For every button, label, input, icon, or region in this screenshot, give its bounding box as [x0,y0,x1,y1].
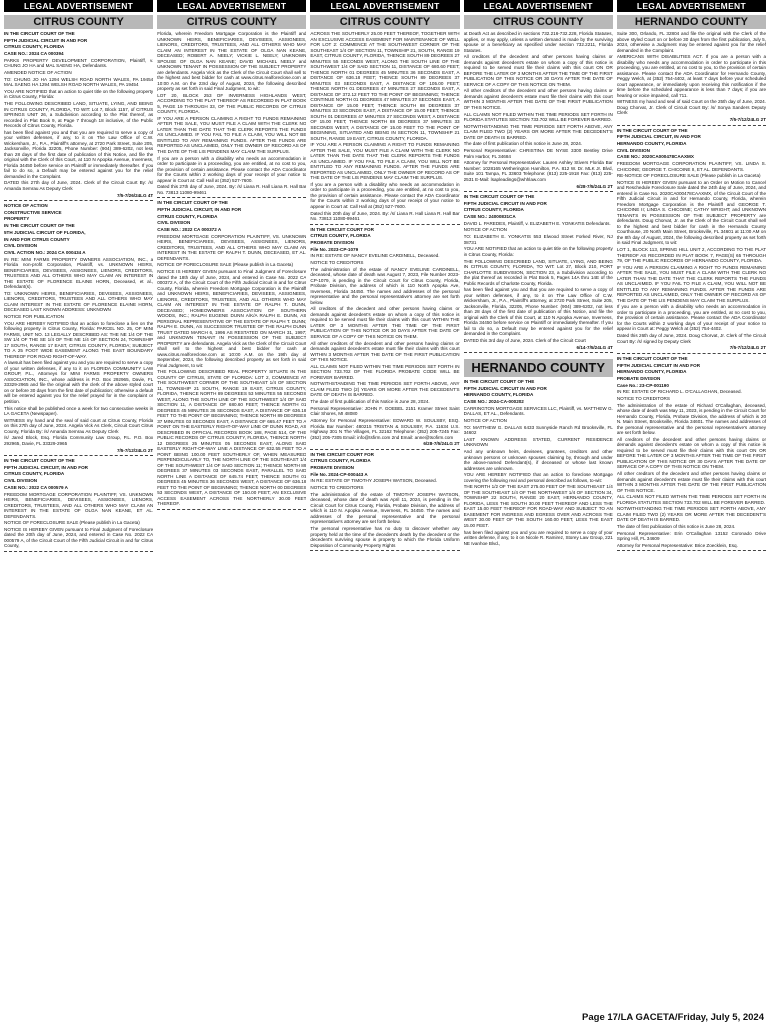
notice-paragraph: IF YOU ARE A PERSON CLAIMING A RIGHT TO FUNDS REMAINING AFTER THE SALE, YOU MUST FILE A CLAIM WITH THE CLERK NO LATER THAN THE DATE THAT THE CLERK REPORTS THE FUNDS AS UNCLAIMED. IF YOU FAIL TO FILE A CLAIM, YOU WILL NOT BE ENTITLED TO ANY REMAINING FUNDS. AFTER THE FUNDS ARE REPORTED AS UNCLAIMED, ONLY THE OWNER OF RECORD AS OF THE DATE OF THE LIS PENDENS MAY CLAIM THE SURPLUS. [310,142,460,181]
notice-paragraph: LAST KNOWN ADDRESS STATED, CURRENT RESIDENCE UNKNOWN [463,436,613,448]
notice-paragraph: If you are a person with a disability who needs an accommodation in order to participate in a proceeding, you are entitled, at no cost to you, the provision of certain assistance. Please contact the ADA Coordinator for the Courts within 2 working days of your receipt of your notice to appear in Court at: Peggy Welch at (352) 754-4402. [616,304,767,332]
notice-paragraph: DATED this 3rd day of June, 2024. Clerk of the Circuit Court [463,337,586,343]
notice-paragraph: All creditors of the decedent and other persons having claims or demands against decedent's estate on whom a copy of this notice is required to be served must file their claims with this court WITHIN THE LATER OF 3 MONTHS AFTER THE TIME OF THE FIRST PUBLICATION OF THIS NOTICE OR 30 DAYS AFTER THE DATE OF SERVICE OF A COPY OF THIS NOTICE ON THEM. [310,306,460,339]
legal-notice [310,31,459,222]
page-footer: Page 17/LA GACETA/Friday, July 5, 2024 [582,1012,764,1023]
notice-paragraph: AMENDED NOTICE OF ACTION [4,69,72,75]
notice-paragraph: NOTICE IS HEREBY GIVEN pursuant to Final Judgment of Foreclosure dated the 18th day of June, 2024, and entered in Case No. 2022 CA 000372 A, of the Circuit Court of the Fifth Judicial Circuit in and for Citrus County, Florida, wherein Freedom Mortgage Corporation is the Plaintiff and UNKNOWN HEIRS, BENEFICIARIES, DEVISEES, ASSIGNEES, LIENORS, CREDITORS, TRUSTEES, AND ALL OTHERS WHO MAY CLAIM AN INTEREST IN THE ESTATE OF RALPH T. DUNN, DECEASED; HOMEOWNERS ASSOCIATION OF SOUTHERN WOODS, INC.; RALPH EUGENE DUNN A/K/A RALPH E. DUNN, AS PERSONAL REPRESENTATIVE OF THE ESTATE OF RALPH T. DUNN; RALPH E. DUNN, AS SUCCESSOR TRUSTEE OF THE RALPH DUNN TRUST DATED MARCH 6, 1996 AS RESTATED ON MARCH 31, 1997; and UNKNOWN TENANT IN POSSESSION OF THE SUBJECT PROPERTY are defendants. Angela Vick as the Clerk of the Circuit Court shall sell to the highest and best bidder for cash at www.citrus.realforeclose.com at 10:00 A.M. on the 19th day of September, 2024, the following described property as set forth in said Final Judgment, to wit: [157,269,307,368]
notice-heading-line: File No. 2024-CP-000443 A [310,471,368,477]
notice-heading-line: FIFTH JUDICIAL CIRCUIT, IN AND FOR [157,206,242,212]
notice-paragraph: DATED this 27th day of June, 2024. Clerk of the Circuit Court By: /s/ Amanda Semrau As Deputy Clerk [4,180,154,191]
notice-paragraph: CARRINGTON MORTGAGE SERVICES LLC, Plaintiff, vs. MATTHEW G. DALLAS, ET AL., Defendants. [463,405,613,417]
notice-separator [157,509,306,510]
notice-heading-line: CITRUS COUNTY, FLORIDA [310,458,371,464]
legal-notice [4,31,153,198]
notice-paragraph: A lawsuit has been filed against you and you are required to serve a copy of your written defenses, if any to it on FLORIDA COMMUNITY LAW GROUP, P.L., Attorneys for MINI FARMS PROPERTY OWNERS ASSOCIATION, INC., whose address is P.O. Box 292965, Davie, FL 33329-2965 and file the original with the clerk of the above styled court on or before 30 days from the first date of publication; otherwise a default will be entered against you for the relief prayed for in the complaint or petition. [4,360,154,404]
notice-paragraph: NOTICE OF ACTION [463,418,507,423]
notice-separator [4,551,153,552]
notice-paragraph: THE NORTH 1/2 OF THE EAST 275.00 FEET OF THE SOUTHEAST 1/4 OF THE SOUTHEAST 1/4 OF THE NORTHWEST 1/4 OF SECTION 34, TOWNSHIP 22 SOUTH, RANGE 20 EAST, HERNANDO COUNTY, FLORIDA, LESS THE SOUTH 30.00 FEET THEREOF AND LESS THE EAST 15.00 FEET THEREOF FOR ROAD-WAY AND SUBJECT TO AN EASEMENT FOR INGRESS AND EGRESS OVER AND ACROSS THE WEST 30.00 FEET OF THE SOUTH 160.00 FEET, LESS THE EAST 15.00 FEET. [463,484,613,528]
notice-paragraph: ACROSS THE SOUTHERLY 25.00 FEET THEREOF, TOGETHER WITH AN EXCLUSIVE ACCESS EASEMENT FOR MAINTENANCE OF WELL FOR LOT 2: COMMENCE AT THE SOUTHWEST CORNER OF THE SOUTHEAST 1/4 OF SECTION 11, TOWNSHIP 21, SOUTH, RANGE 19 EAST, CITRUS COUNTY, FLORIDA, THENCE SOUTH 89 DEGREES 27 MINUTES 55 SECONDS WEST, ALONG THE SOUTH LINE OF THE SOUTHWEST 1/4 OF SAID SECTION 11, DISTANCE OF 680.60 FEET; THENCE NORTH 01 DEGREES 45 MINUTES 36 SECONDS EAST, A DISTANCE OF 636.18 FEET; THENCE SOUTH 89 DEGREES 37 MINUTES 03 SECONDS EAST, A DISTANCE OF 105.00 FEET; THENCE NORTH 01 DEGREES 47 MINUTES 27 SECONDS EAST, A DISTANCE OF 372.12 FEET TO THE POINT OF BEGINNING; THENCE CONTINUE NORTH 01 DEGREES 47 MINUTES 27 SECONDS EAST, A DISTANCE OF 15.00 FEET; THENCE SOUTH 88 DEGREES 37 MINUTES 33 SECONDS EAST, A DISTANCE OF 15.00 FEET; THENCE SOUTH 01 DEGREES 47 MINUTES 27 SECONDS WEST, A DISTANCE OF 15.00 FEET; THENCE NORTH 88 DEGREES 37 MINUTES 33 SECONDS WEST, A DISTANCE OF 15.00 FEET TO THE POINT OF BEGINNING, SITUATED AND BEING IN SECTION 11, TOWNSHIP 21 SOUTH, RANGE 19 EAST, CITRUS COUNTY, FLORIDA. [310,31,460,141]
notice-heading-line: CITRUS COUNTY, FLORIDA [4,471,65,477]
column-5 [617,13,766,1010]
column-4 [464,13,613,1010]
notice-heading-line: IN THE CIRCUIT COURT OF THE [463,379,535,385]
notice-paragraph: TO: MATTHEW G. DALLAS 6433 Sunnyside Ranch Rd Brooksville, FL 34602 [463,424,613,436]
notice-paragraph: YOU ARE HEREBY NOTIFIED that an action to foreclose a lien on the following property in Citrus County, Florida: PARCEL NO. 25, OF MINI FARMS, UNIT NO. 13 LEGALLY DESCRIBED AS: THE NE 1/4 OF THE SW 1/4 OF THE SE 1/4 OF THE NE 1/4 OF SECTION 24, TOWNSHIP 17 SOUTH, RANGE 17 EAST, CITRUS COUNTY, FLORIDA; SUBJECT TO A 25 FOOT WIDE EASEMENT ALONG THE EAST BOUNDARY THEREOF FOR ROAD RIGHT-OF-WAY. [4,320,154,359]
notice-paragraph: Suite 300, Orlando, FL 32804 and file the original with the Clerk of the above styled Court on or before 30 days from the first publication, July 5, 2024, otherwise a Judgment may be entered against you for the relief demanded in the Complaint. [616,31,767,53]
notice-pubdates: 6/28-7/5/24LG 2T [576,183,613,189]
notice-heading-line: IN THE CIRCUIT COURT OF THE [616,127,688,133]
notice-paragraph: NOTICE FOR PUBLICATION [4,313,64,319]
notice-pubdates: 7/5-7/12/24LG 2T [729,117,767,123]
notice-paragraph: NOTICE TO CREDITORS [616,395,670,401]
notice-separator [310,224,459,225]
notice-heading-line: IN THE CIRCUIT COURT FOR [310,451,374,457]
notice-paragraph: FREEDOM MORTGAGE CORPORATION PLAINTIFF, VS. UNKNOWN HEIRS, BENEFICIARIES, DEVISEES, ASSIGNEES, LIENORS, CREDITORS, TRUSTEES, AND ALL OTHERS WHO MAY CLAIM AN INTEREST IN THE ESTATE OF RALPH T. DUNN, DECEASED, ET AL. DEFENDANTS. [157,233,307,261]
legal-notice [464,31,613,189]
notice-paragraph: NOTWITHSTANDING THE TIME PERIODS SET FORTH ABOVE, ANY CLAIM FILED TWO (2) YEARS OR MORE AFTER THE DECEDENT'S DATE OF DEATH IS BARRED. [616,506,767,523]
notice-paragraph: YOU ARE NOTIFIED that an action to quiet title on the following property in Citrus County, Florida: [4,88,154,100]
notice-heading-line: IN THE CIRCUIT COURT OF THE [4,31,75,36]
notice-paragraph: TO: ELIZABETH E. YONKATIS 553 Elwood Street Forked River, NJ 08731 [463,234,613,245]
notice-heading-line: HERNANDO COUNTY, FLORIDA [616,140,687,146]
notice-separator [617,550,766,551]
county-banner: HERNANDO COUNTY [617,15,766,29]
legal-notice [4,458,153,549]
legal-notice [157,31,306,195]
notice-paragraph: ALL CLAIMS NOT FILED WITHIN THE TIME PERIODS SET FORTH IN FLORIDA STATUTES SECTION 733.702 WILL BE FOREVER BARRED. [616,494,767,505]
notice-heading-line: CASE NO.: 24000831CA [463,214,516,220]
notice-paragraph: has been filed against you and that you are required to serve a copy of your written defenses, if any, to it on The Law Office of C.W. Wickersham, Jr., P.A., Plaintiff's attorney, at 2720 Park Street, Suite 205, Jacksonville, Florida 32205, Phone Number: (904) 389-6202, not less than 28 days of the first date of publication of this Notice, and file the original with the Clerk of this Court, at 110 N Apopka Avenue, Inverness, Florida 34450 before service on Plaintiff or immediately thereafter. If you fail to do so, a Default may be entered against you for the relief demanded in the Complaint. [4,129,154,179]
notice-heading-line: IN THE CIRCUIT COURT OF THE [4,458,75,464]
notice-paragraph: THE FOLLOWING DESCRIBED LAND, SITUATE, LYING, AND BEING IN CITRUS COUNTY, FLORIDA, TO WIT: Lot 27, Block 210, PORT CHARLOTTE SUBDIVISION, SECTION 23, a Subdivision according to the plat thereof as recorded in Plat Book 5, Pages 14A thru 14E of the Public Records of Charlotte County, Florida. [463,258,613,286]
notice-paragraph: NOTWITHSTANDING THE TIME PERIODS SET FORTH ABOVE, ANY CLAIM FILED TWO (2) YEARS OR MORE AFTER THE DECEDENT'S DATE OF DEATH IS BARRED. [310,381,460,398]
notice-heading-line: 5TH JUDICIAL CIRCUIT OF FLORIDA, [4,229,86,235]
notice-paragraph: The administration of the estate of Richard O'Callaghan, deceased, whose date of death was May 11, 2023, is pending in the Circuit Court for Hernando County, Florida, Probate Division, the address of which is 20 N. Main Street, Brooksville, Florida 34601. The names and addresses of the personal representative and the personal representative's attorney are set forth below. [616,402,767,436]
notice-heading-line: PROBATE DIVISION [310,239,354,245]
notice-heading-line: HERNANDO COUNTY, FLORIDA [616,369,687,375]
notice-pubdates: 7/5-7/12/24LG 2T [116,447,154,453]
notice-paragraph: IN RE: MINI FARMS PROPERTY OWNERS ASSOCIATION, INC., a Florida non-profit Corporation, Plaintiff, vs. UNKNOWN HEIRS, BENEFICIARIES, DEVISEES, ASSIGNEES, LIENORS, CREDITORS, TRUSTEES AND ALL OTHERS WHO MAY CLAIM AN INTEREST IN THE ESTATE OF FLORENCE ELAINE HORN, Deceased, et al., Defendant(s). [4,256,154,290]
legal-notice [464,194,613,350]
legal-notice [310,227,459,447]
county-banner: CITRUS COUNTY [4,15,153,29]
notice-heading-line: FIFTH JUDICIAL CIRCUIT IN AND FOR [4,37,88,43]
notice-heading-line: CASE NO.: 2022 CA 000579 A [4,484,69,490]
notice-paragraph: DAVID L. PAREDES, Plaintiff, v. ELIZABETH E. YONKATIS Defendants. [463,220,611,226]
notice-paragraph: Attorney for Personal Representative: EDWARD W. SOULSBY, ESQ. Florida Bar Number: 480215 TRISTAN & SOULSBY, P.A. 11634 U.S. Highway 301 N The Villages, FL 32162 Telephone: (352) 205-7245 Fax: (352) 205-7305 Email: info@tsfirm.com 2nd Email: anne@tsofirm.com [310,418,460,440]
notice-heading-line: CITRUS COUNTY, FLORIDA [157,213,218,219]
legal-ad-label-3: LEGAL ADVERTISEMENT [310,0,459,12]
notice-paragraph: NOTICE TO CREDITORS [310,260,364,265]
notice-paragraph: NOTICE IS HEREBY GIVEN pursuant to an Order on Motion to Cancel and Reschedule Foreclosure Sale dated the 24th day of June, 2024, and entered in Case No. 2020CA000478CAAXMX, of the Circuit Court of the Fifth Judicial Circuit in and for Hernando County, Florida, wherein Freedom Mortgage Corporation is the Plaintiff and GEORGE T. CHICOINE II; LINDA S. CHICOINE; CATHY WRIGHT; and UNKNOWN TENANTS IN POSSESSION OF THE SUBJECT PROPERTY are defendants. Doug Chorvat, Jr. as the Clerk of the Circuit Court shall sell to the highest and best bidder for cash in the Hernando County Courthouse, 20 North Main Street, Brooksville, FL 34601 at 11:00 AM on the 8th day of August, 2024, the following described property as set forth in said Final Judgment, to wit: [616,179,767,246]
notice-pubdates: 7/5-7/26/24LG 4T [116,192,154,198]
notice-paragraph: ALL CLAIMS NOT FILED WITHIN THE TIME PERIODS SET FORTH IN SECTION 733.702 OF THE FLORIDA PROBATE CODE WILL BE FOREVER BARRED. [310,363,460,380]
notice-paragraph: Florida, wherein Freedom Mortgage Corporation is the Plaintiff and UNKNOWN HEIRS, BENEFICIARIES, DEVISEES, ASSIGNEES, LIENORS, CREDITORS, TRUSTEES, AND ALL OTHERS WHO MAY CLAIM AN INTEREST IN THE ESTATE OF OLGA NAN KEANE, DECEASED; ROBERT A. NEELY; VICKIE L. NEELY; UNKNOWN SPOUSE OF OLGA NAN KEANE; DAVID MICHAEL NEELY and UNKNOWN TENANT IN POSSESSION OF THE SUBJECT PROPERTY are defendants. Angela Vick as the Clerk of the Circuit Court shall sell to the highest and best bidder for cash at www.citrus.realforeclose.com at 10:00 A.M. on the 23rd day of August, 2024, the following described property as set forth in said Final Judgment, to wit: [157,31,307,91]
notice-separator [617,353,766,354]
legal-notice [4,203,153,453]
notice-paragraph: ALL CLAIMS NOT FILED WITHIN THE TIME PERIODS SET FORTH IN FLORIDA STATUTES SECTION 733.702 WILL BE FOREVER BARRED. [463,111,613,123]
notice-paragraph: WITNESS my hand and the seal of said court at Citrus County, Florida on this 27th day of June, 2024. Angela Vick As Clerk, Circuit Court Citrus County, Florida By: /s/ Amanda Semrau As Deputy Clerk [4,417,154,434]
notice-paragraph: /s/ Jared Block, Esq. Florida Community Law Group, P.L. P.O. Box 292965, Davie, FL 33329-2965 [4,435,154,446]
notice-paragraph: NOTICE IS HEREBY GIVEN pursuant to Final Judgment of Foreclosure dated the 20th day of June, 2024, and entered in Case No. 2022 CA 000579 A, of the Circuit Court of the Fifth Judicial Circuit in and for Citrus County, [4,526,154,549]
notice-heading-line: IN AND FOR CITRUS COUNTY [4,236,70,242]
notice-paragraph: IN RE: ESTATE OF TIMOTHY JOSEPH WATSON, Deceased. [310,478,437,484]
notice-paragraph: LOT 1, BLOCK 113, SPRING HILL UNIT 2, ACCORDING TO THE PLAT THEREOF AS RECORDED IN PLAT BOOK 7, PAGE(S) 65 THROUGH 79, OF THE PUBLIC RECORDS OF HERNANDO COUNTY, FLORIDA. [616,247,767,264]
notice-paragraph: Dated this 20th day of June, 2024. By: /s/ Liana R. Hall Liana R. Hall Bar No. 73813 11080-99461 [310,210,460,222]
notice-heading-line: CASE NO.: 2024-CA-000202 [463,399,524,405]
legal-ad-label-1: LEGAL ADVERTISEMENT [4,0,153,12]
county-banner: CITRUS COUNTY [464,15,613,29]
col4-notices [464,15,613,353]
notice-paragraph: Attorney for Personal Representative: Brice Zoecklein, Esq. [616,542,738,548]
county-banner: CITRUS COUNTY [310,15,459,29]
columns [4,13,766,1010]
notice-paragraph: Personal Representative: CHRISTINA DE NYSE 3300 Bentley Drive Palm Harbor, FL 34684 [463,148,613,159]
hernando-notice-of-action [464,379,613,546]
notice-paragraph: Attorney for Personal Representative: Lauren Ashley Stivers Florida Bar Number: 1028165 Wetherington Hamilton, P.A. 812 W. Dr. MLK Jr. Blvd, Suite 101 Tampa, FL 33603 Telephone: (813) 225-1918 Fax: (813) 225-2531 E-Mail: lsapleadings@whhlaw.com [463,160,613,182]
notice-heading-line: PROBATE DIVISION [310,465,354,471]
notice-heading-line: IN THE CIRCUIT COURT OF THE [4,223,75,229]
notice-paragraph: The date of first publication of this Notice is June 28, 2024. [310,399,430,405]
notice-paragraph: NOTICE TO CREDITORS [310,485,364,491]
notice-heading-line: CONSTRUCTIVE SERVICE [4,209,62,215]
notice-heading-line: CITRUS COUNTY, FLORIDA [4,44,65,50]
notice-paragraph: All creditors of the decedent and other persons having claims or demands against decedent's estate on whom a copy of this notice is required to be served must file their claims with this court ON OR BEFORE THE LATER OF 3 MONTHS AFTER THE TIME OF THE FIRST PUBLICATION OF THIS NOTICE OR 30 DAYS AFTER THE DATE OF SERVICE OF A COPY OF THIS NOTICE ON THEM. [616,436,767,470]
notice-paragraph: has been filed against you and that you are required to serve a copy of your written defenses, if any, to it on The Law Office of C.W. Wickersham, Jr., P.A., Plaintiff's attorney, at 2720 Park Street, Suite 205, Jacksonville, Florida, 32205, Phone Number: (904) 389-6202, not less than 28 days of the first date of publication of this Notice, and file the original with the Clerk of this Court, at 110 N Apopka Avenue, Inverness, Florida 34450 before service on Plaintiff or immediately thereafter. If you fail to do so, a Default may be entered against you for the relief demanded in the Complaint. [463,287,613,337]
notice-paragraph: FREEDOM MORTGAGE CORPORATION PLAINTIFF, VS. LINDA S. CHICOINE; GEORGE T. CHICOINE II, ET AL. DEFENDANTS. [616,161,767,172]
notice-pubdates: 6/14-7/5/24LG 4T [576,344,613,350]
notice-heading-line: CIVIL ACTION NO.: 2024 CA 000434 A [4,249,86,255]
notice-separator [4,200,153,201]
notice-paragraph: IN RE: ESTATE OF NANCY EVELINE CARDINELL, Deceased. [310,253,440,259]
notice-paragraph: at Death Act as described in sections 732.216-732.228, Florida Statutes, applies, or may apply, unless a written demand is made by the surviving spouse or a beneficiary as specified under section 732.2211, Florida Statutes. [463,31,613,53]
notice-paragraph: The administration of the estate of NANCY EVELINE CARDINELL, deceased, whose date of death was August 7, 2023, File Number 2023-CP-1079, is pending in the Circuit Court for Citrus County, Florida, Probate Division, the address of which is 110 North Apopka Ave, Inverness, Florida 34450. The names and addresses of the personal representative and the personal representative's attorney are set forth below. [310,266,460,305]
notice-paragraph: TO: CHUNG JO HA 1294 WELSH ROAD NORTH WALES, PA 19454 MAL SAENG HA 1294 WELSH ROAD NORTH WALES, PA 19454 [4,76,154,88]
notice-paragraph: Personal Representative: Erin O'Callaghan 13152 Coronado Drive Spring Hill, FL 34609 [616,530,767,542]
notice-heading-line: CIVIL DIVISION [157,220,191,226]
notice-heading-line: IN THE CIRCUIT COURT OF THE [616,355,688,361]
notice-heading-line: FIFTH JUDICIAL CIRCUIT, IN AND FOR [616,134,701,140]
notice-paragraph: RE-NOTICE OF FORECLOSURE SALE (Please publish in La Gaceta) [616,173,761,179]
notice-paragraph: Dated this 26th day of June, 2024. Doug Chorvat, Jr. Clerk of The Circuit Court By: /s/ signed by Deputy Clerk [616,333,767,344]
notice-paragraph: Dated this 27th day of June, 2024. By: /s/ Liana R. Hall Liana R. Hall Bar No. 73813 11080-99461 [157,184,307,195]
notice-heading-line: NOTICE OF ACTION [4,203,48,209]
notice-paragraph: IN RE: ESTATE OF RICHARD L. O'CALLAGHAN, Deceased. [616,389,742,395]
column-1 [4,13,153,1010]
notice-paragraph: IF YOU ARE A PERSON CLAIMING A RIGHT TO FUNDS REMAINING AFTER THE SALE, YOU MUST FILE A CLAIM WITH THE CLERK NO LATER THAN THE DATE THAT THE CLERK REPORTS THE FUNDS AS UNCLAIMED. IF YOU FAIL TO FILE A CLAIM, YOU WILL NOT BE ENTITLED TO ANY REMAINING FUNDS. AFTER THE FUNDS ARE REPORTED AS UNCLAIMED, ONLY THE OWNER OF RECORD AS OF THE DATE OF THE LIS PENDENS MAY CLAIM THE SURPLUS. [157,115,307,154]
notice-heading-line: FIFTH JUDICIAL CIRCUIT IN AND FOR [463,385,547,391]
notice-separator [4,455,153,456]
notice-separator [464,191,613,192]
notice-paragraph: IF YOU ARE A PERSON CLAIMING A RIGHT TO FUNDS REMAINING AFTER THE SALE, YOU MUST FILE A CLAIM WITH THE CLERK NO LATER THAN THE DATE THAT THE CLERK REPORTS THE FUNDS AS UNCLAIMED. IF YOU FAIL TO FILE A CLAIM, YOU WILL NOT BE ENTITLED TO ANY REMAINING FUNDS. AFTER THE FUNDS ARE REPORTED AS UNCLAIMED, ONLY THE OWNER OF RECORD AS OF THE DATE OF THE LIS PENDENS MAY CLAIM THE SURPLUS. [616,264,767,303]
notice-heading-line: IN THE CIRCUIT COURT FOR [310,226,374,232]
notice-heading-line: CASE NO.: 2024 CA 000394 [4,51,64,57]
notice-paragraph: THE FOLLOWING DESCRIBED REAL PROPERTY SITUATE IN THE COUNTY OF CITRUS, STATE OF FLORIDA: LOT 2, COMMENCE AT THE SOUTHWEST CORNER OF THE SOUTHEAST 1/4 OF SECTION 11, TOWNSHIP 21 SOUTH, RANGE 19 EAST, CITRUS COUNTY, FLORIDA, THENCE NORTH 89 DEGREES 53 MINUTES 55 SECONDS WEST, ALONG THE SOUTH LINE OF THE SOUTHWEST 1/4 OF SAID SECTION 11, A DISTANCE OF 680.60 FEET; THENCE NORTH 01 DEGREES 45 MINUTES 36 SECONDS EAST, A DISTANCE OF 636.18 FEET TO THE POINT OF BEGINNING; THENCE NORTH 89 DEGREES 37 MINUTES 03 SECONDS EAST, A DISTANCE OF 665.47 FEET TO A POINT ON THE EASTERLY RIGHT-OF-WAY LINE OF DUNN ROAD, AS DESCRIBED IN OFFICIAL RECORDS BOOK 188, PAGE 514, OF THE PUBLIC RECORDS OF CITRUS COUNTY, FLORIDA, THENCE NORTH 12 DEGREES 25 MINUTES 05 SECONDS EAST, ALONG SAID EASTERLY RIGHT-OF-WAY LINE A DISTANCE OF 632.55 FEET TO A POINT BEING 100.00 FEET SOUTHERLY OF, WHEN MEASURED PERPENDICULARLY TO, THE NORTH LINE OF THE SOUTHEAST 1/4 OF THE SOUTHWEST 1/4 OF SAID SECTION 11; THENCE NORTH 89 DEGREES 37 MINUTES 03 SECONDS EAST, PARALLEL TO SAID NORTH LINE A DISTANCE OF 645.74 FEET; THENCE SOUTH 01 DEGREES 45 MINUTES 36 SECONDS WEST, A DISTANCE OF 636.18 FEET TO THE POINT OF BEGINNING; THENCE NORTH 00 DEGREES 53 SECONDS WEST, A DISTANCE OF 150.00 FEET; AN EXCLUSIVE ACCESS EASEMENT ACROSS THE NORTHERLY 30.00 FEET THEREOF. [157,369,307,507]
notice-heading-line: FIFTH JUDICIAL CIRCUIT IN AND FOR [616,362,701,368]
notice-paragraph: The date of first publication of this notice is June 28, 2024. [616,524,736,530]
notice-paragraph: TO: UNKNOWN HEIRS, BENEFICIARIES, DEVISEES, ASSIGNEES, LIENORS, CREDITORS, TRUSTEES AND ALL OTHERS WHO MAY CLAIM INTEREST IN THE ESTATE OF FLORENCE ELAINE HORN, DECEASED LAST KNOWN ADDRESS: UNKNOWN [4,290,154,313]
notice-heading-line: CIVIL DIVISION [4,478,38,484]
notice-heading-line: HERNANDO COUNTY, FLORIDA [463,392,534,398]
notice-paragraph: YOU ARE NOTIFIED that an action to quiet title on the following property in Citrus County, Florida: [463,246,613,257]
notice-heading-line: CIVIL DIVISION [616,147,650,153]
notice-heading-line: File No. 2023-CP-1079 [310,246,359,252]
legal-ad-label-4: LEGAL ADVERTISEMENT [464,0,613,12]
legal-notice [310,452,459,548]
county-banner: CITRUS COUNTY [157,15,306,29]
county-banner-hernando-mid: HERNANDO COUNTY [464,359,613,377]
notice-paragraph: The administration of the estate of TIMOTHY JOSEPH WATSON, deceased, whose date of death was April 11, 2024, is pending in the Circuit Court for Citrus County, Florida, Probate Division, the address of which is 110 N. Apopka Avenue, Inverness, FL 34450. The names and addresses of the personal representative and the personal representative's attorney are set forth below. [310,491,460,525]
column-2 [157,13,306,1010]
column-3 [310,13,459,1010]
notice-paragraph: And any unknown heirs, devisees, grantees, creditors and other unknown persons or unknown spouses claiming by, through and under the above-named Defendant(s), if deceased or whose last known addresses are unknown. [463,449,613,471]
notice-paragraph: AMERICANS WITH DISABILITIES ACT. If you are a person with a disability who needs any accommodation in order to participate in this proceeding, you are entitled, at no cost to you, to the provision of certain assistance. Please contact the ADA Coordinator for Hernando County, Peggy Welch, at (352) 754-4402, at least 7 days before your scheduled court appearance, or immediately upon receiving this notification if the time before the scheduled appearance is less than 7 days; if you are hearing or voice impaired, call 711. [616,54,767,98]
notice-separator [464,352,613,353]
notice-pubdates: 6/28-7/5/24LG 2T [423,441,460,447]
notice-paragraph: Personal Representative: JOHN F. GOEBEL 2151 Kramer Street Saint Clair Shores, MI 48080 [310,405,460,417]
notice-heading-line: IN THE CIRCUIT COURT OF THE [157,200,228,206]
notice-paragraph: THE FOLLOWING DESCRIBED LAND, SITUATE, LYING, AND BEING IN CITRUS COUNTY, FLORIDA, TO WIT: Lot 7, Block 1157, of CITRUS SPRINGS UNIT 26, a Subdivision according to the Plat thereof, as recorded in Plat Book 9, at Page 7 through 18 inclusive, of the Public Records of Citrus County, Florida. [4,101,154,128]
notice-heading-line: CITRUS COUNTY, FLORIDA [310,233,371,239]
notice-separator [617,125,766,126]
notice-heading-line: PROBATE DIVISION [616,375,661,381]
notice-heading-line: CITRUS COUNTY, FLORIDA [463,207,524,213]
legal-notice [617,31,766,123]
notice-paragraph: All creditors of the decedent and other persons having claims or demands against decedent's estate on whom a copy of this notice is required to be served must file their claims with this court ON OR BEFORE THE LATER OF 3 MONTHS AFTER THE TIME OF THE FIRST PUBLICATION OF THIS NOTICE OR 30 DAYS AFTER THE DATE OF SERVICE OF A COPY OF THIS NOTICE ON THEM. [463,54,613,87]
notice-separator [157,197,306,198]
notice-heading-line: FIFTH JUDICIAL CIRCUIT IN AND FOR [463,200,547,206]
notice-heading-line: CASE NO.: 2022 CA 000372 A [157,227,222,232]
notice-separator [310,449,459,450]
notice-heading-line: IN THE CIRCUIT COURT OF THE [463,194,535,199]
legal-ad-label-2: LEGAL ADVERTISEMENT [157,0,306,12]
notice-paragraph: NOTICE OF FORECLOSURE SALE (Please publish in La Gaceta) [157,262,294,268]
notice-paragraph: This notice shall be published once a week for two consecutive weeks in LA GACETA (Newspaper). [4,405,154,416]
notice-heading-line: CIVIL DIVISION [4,243,38,249]
notice-paragraph: NOTICE OF FORECLOSURE SALE (Please publish in La Gaceta) [4,520,140,526]
notice-paragraph: has been filed against you and you are required to serve a copy of your written defense, if any, to it on Nicole R. Ramirez, Storey Law Group, 221 NE Ivanhoe Blvd., [463,529,613,546]
notice-paragraph: NOTICE OF ACTION [463,227,507,233]
legal-ad-header-row [4,0,766,12]
legal-notice [157,200,306,507]
notice-paragraph: All other creditors of the decedent and other persons having claims or demands against decedent's estate must file their claims with this court WITHIN 3 MONTHS AFTER THE DATE OF THE FIRST PUBLICATION OF THIS NOTICE. [616,471,767,493]
notice-paragraph: PARKS PROPERTY DEVELOPMENT CORPORATION, Plaintiff, v. CHUNG JO HA and MAL SAENG HA, Defendants. [4,57,154,69]
notice-paragraph: YOU ARE HEREBY NOTIFIED that an action to foreclose Mortgage covering the following real and personal described as follows, to-wit: [463,472,613,483]
notice-paragraph: All other creditors of the decedent and other persons having claims or demands against decedent's estate must file their claims with this court WITHIN 3 MONTHS AFTER THE DATE OF THE FIRST PUBLICATION OF THIS NOTICE. [310,340,460,363]
notice-paragraph: NOTWITHSTANDING THE TIME PERIODS SET FORTH ABOVE, ANY CLAIM FILED TWO (2) YEARS OR MORE AFTER THE DECEDENT'S DATE OF DEATH IS BARRED. [463,123,613,140]
notice-heading-line: CASE NO.: 2020CA000478CAAXMX [616,154,694,160]
notice-pubdates: 7/5-7/12/24LG 2T [729,345,767,351]
notice-separator [310,550,459,551]
notice-paragraph: LOT 20, BLOCK 253 OF INVERNESS HIGHLANDS WEST, ACCORDING TO THE PLAT THEREOF AS RECORDED IN PLAT BOOK 5, PAGE 19 THROUGH 33, OF THE PUBLIC RECORDS OF CITRUS COUNTY, FLORIDA. [157,92,307,115]
notice-paragraph: WITNESS my hand and seal of said Court on the 25th day of June, 2024. Doug Chorvat, Jr. Clerk of Circuit Court By: /s/ Sonya Sanders Deputy Clerk [616,99,767,116]
legal-ad-label-5: LEGAL ADVERTISEMENT [617,0,766,12]
notice-heading-line: FIFTH JUDICIAL CIRCUIT, IN AND FOR [4,464,88,470]
legal-notice [617,128,766,351]
legal-notice [617,356,766,549]
notice-paragraph: If you are a person with a disability who needs an accommodation in order to participate in a proceeding, you are entitled, at no cost to you, the provision of certain assistance. Please contact the ADA Coordinator for the Courts within 2 working days of your receipt of your notice to appear in Court at: Call Hall at (352) 527-7600. [310,181,460,209]
notice-heading-line: Case No.: 23-CP-001190 [616,382,669,388]
notice-paragraph: All other creditors of the decedent and other persons having claims or demands against decedent's estate must file their claims with this court WITHIN 3 MONTHS AFTER THE DATE OF THE FIRST PUBLICATION OF THIS NOTICE. [463,88,613,110]
notice-paragraph: If you are a person with a disability who needs an accommodation in order to participate in a proceeding, you are entitled, at no cost to you, the provision of certain assistance. Please contact the ADA Coordinator for the Courts within 2 working days of your receipt of your notice to appear in Court at: Call Hall at (352) 527-7600. [157,155,307,183]
notice-heading-line: PROPERTY [4,216,30,222]
notice-paragraph: FREEDOM MORTGAGE CORPORATION PLAINTIFF, VS. UNKNOWN HEIRS, BENEFICIARIES, DEVISEES, ASSIGNEES, LIENORS, CREDITORS, TRUSTEES, AND ALL OTHERS WHO MAY CLAIM AN INTEREST IN THE ESTATE OF OLGA NAN KEANE, ET AL. DEFENDANTS. [4,491,154,519]
notice-paragraph: The personal representative has no duty to discover whether any property held at the time of the decedent's death by the decedent or the decedent's surviving spouse is property to which the Florida Uniform Disposition of Community Property Rights [310,526,460,548]
notice-paragraph: The date of first publication of this notice is June 28, 2024. [463,141,583,147]
